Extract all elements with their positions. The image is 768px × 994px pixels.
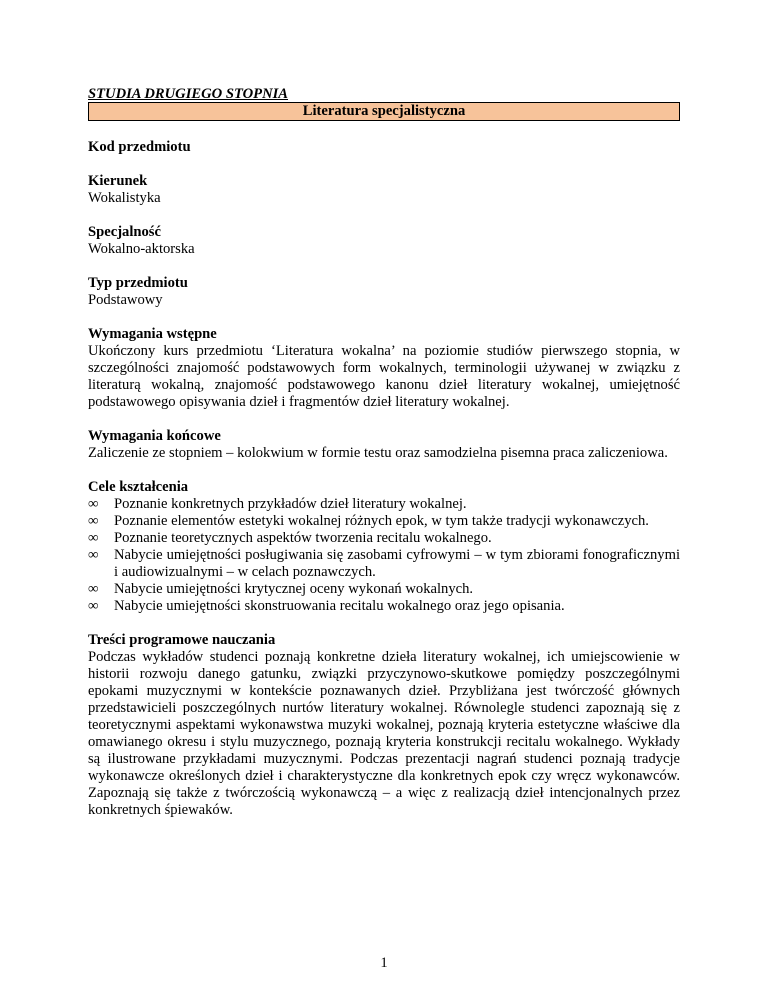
section-title-goals: Cele kształcenia	[88, 479, 189, 495]
final-requirements-text: Zaliczenie ze stopniem – kolokwium w formie testu oraz samodzielna pisemna praca zaliczeniowa.	[88, 445, 668, 461]
section-title-final-requirements: Wymagania końcowe	[88, 428, 221, 444]
section-content	[88, 632, 680, 819]
section-goals	[88, 479, 680, 615]
section-title-field: Kierunek	[88, 173, 148, 189]
section-code	[88, 139, 680, 156]
section-field	[88, 173, 680, 207]
field-value: Wokalistyka	[88, 190, 161, 206]
infinity-bullet-icon: ∞	[88, 598, 99, 614]
section-final-requirements	[88, 428, 680, 462]
infinity-bullet-icon: ∞	[88, 530, 99, 546]
infinity-bullet-icon: ∞	[88, 496, 99, 512]
specialty-value: Wokalno-aktorska	[88, 241, 195, 257]
goal-text: Nabycie umiejętności skonstruowania recitalu wokalnego oraz jego opisania.	[114, 598, 565, 614]
section-type	[88, 275, 680, 309]
section-title-prerequisites: Wymagania wstępne	[88, 326, 217, 342]
list-item	[88, 598, 680, 615]
goal-text: Poznanie konkretnych przykładów dzieł literatury wokalnej.	[114, 496, 467, 512]
goal-text: Poznanie teoretycznych aspektów tworzenia recitalu wokalnego.	[114, 530, 492, 546]
goals-list	[88, 496, 680, 615]
page-number: 1	[380, 955, 388, 971]
goal-text: Nabycie umiejętności krytycznej oceny wykonań wokalnych.	[114, 581, 474, 597]
list-item	[88, 547, 680, 581]
infinity-bullet-icon: ∞	[88, 513, 99, 529]
goal-text: Poznanie elementów estetyki wokalnej różnych epok, w tym także tradycji wykonawczych.	[114, 513, 649, 529]
infinity-bullet-icon: ∞	[88, 547, 99, 563]
content-text: Podczas wykładów studenci poznają konkretne dzieła literatury wokalnej, ich umiejscowienie w historii rozwoju danego gatunku, związki przyczynowo-skutkowe pomiędzy poszczególnymi epokami muzycznymi w kontekście poznawanych dzieł. Przybliżana jest twórczość głównych przedstawicieli poszczególnych nurtów literatury wokalnej. Równolegle studenci zapoznają się z teoretycznymi aspektami wykonawstwa muzyki wokalnej, poznają kryteria estetyczne właściwe dla omawianego okresu i stylu muzycznego, poznają kryteria konstrukcji recitalu wokalnego. Wykłady są ilustrowane przykładami muzycznymi. Podczas prezentacji nagrań studenci poznają tradycje wykonawcze określonych dzieł i charakterystyczne dla konkretnych epok czy wręcz wykonawców. Zapoznają się także z twórczością wykonawczą – a więc z realizacją dzieł intencjonalnych przez konkretnych śpiewaków.	[88, 649, 680, 818]
section-title-code: Kod przedmiotu	[88, 139, 191, 155]
prerequisites-text: Ukończony kurs przedmiotu ‘Literatura wokalna’ na poziomie studiów pierwszego stopnia, w szczególności znajomość podstawowych form wokalnych, terminologii używanej w związku z literaturą wokalną, znajomość podstawowego kanonu dzieł literatury wokalnej, umiejętność podstawowego opisywania dzieł i fragmentów dzieł literatury wokalnej.	[88, 343, 680, 410]
study-level-heading: STUDIA DRUGIEGO STOPNIA	[88, 86, 289, 102]
list-item	[88, 496, 680, 513]
section-prerequisites	[88, 326, 680, 411]
infinity-bullet-icon: ∞	[88, 581, 99, 597]
section-title-type: Typ przedmiotu	[88, 275, 188, 291]
subject-title-bar: Literatura specjalistyczna	[88, 102, 680, 121]
section-title-content: Treści programowe nauczania	[88, 632, 276, 648]
section-title-specialty: Specjalność	[88, 224, 161, 240]
goal-text: Nabycie umiejętności posługiwania się zasobami cyfrowymi – w tym zbiorami fonograficznymi i audiowizualnymi – w celach poznawczych.	[114, 547, 680, 580]
list-item	[88, 581, 680, 598]
list-item	[88, 513, 680, 530]
document-page	[88, 86, 680, 819]
type-value: Podstawowy	[88, 292, 163, 308]
list-item	[88, 530, 680, 547]
section-specialty	[88, 224, 680, 258]
